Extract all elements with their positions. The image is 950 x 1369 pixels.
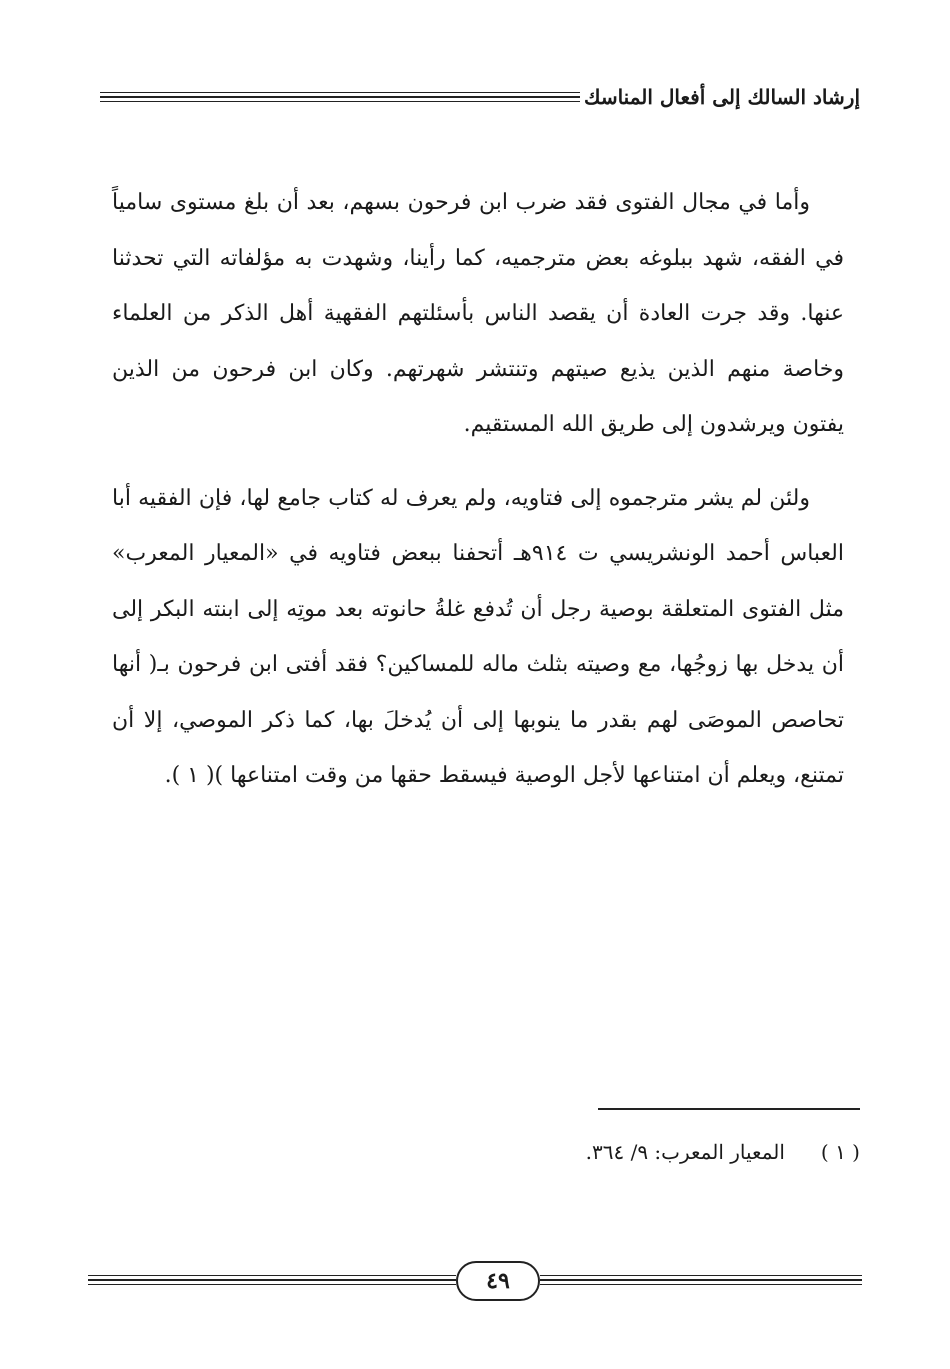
footer-rule (540, 1279, 862, 1281)
footer-rule (540, 1284, 862, 1285)
header-rule (100, 96, 580, 98)
header-rule (100, 92, 580, 93)
footer-rule (88, 1279, 456, 1281)
paragraph: ولئن لم يشر مترجموه إلى فتاويه، ولم يعرف له كتاب جامع لها، فإن الفقيه أبا العباس أحمد الونشريسي ت ٩١٤هـ أتحفنا ببعض فتاويه في «المعيار المعرب» مثل الفتوى المتعلقة بوصية رجل أن تُدفع غلةُ حانوته بعد موتِه إلى ابنته البكر إلى أن يدخل بها زوجُها، مع وصيته بثلث ماله للمساكين؟ فقد أفتى ابن فرحون بـ( أنها تحاصص الموصَى لهم بقدر ما ينوبها إلى أن يُدخلَ بها، كما ذكر الموصي، إلا أن تمتنع، ويعلم أن امتناعها لأجل الوصية فيسقط حقها من وقت امتناعها )( ١ ). (112, 485, 844, 788)
header-rule (100, 101, 580, 102)
footnote-number: ( ١ ) (820, 1140, 860, 1164)
footnote-separator (598, 1108, 860, 1110)
footer-rule (88, 1275, 456, 1276)
paragraph: وأما في مجال الفتوى فقد ضرب ابن فرحون بسهم، بعد أن بلغ مستوى سامياً في الفقه، شهد ببلوغه بعض مترجميه، كما رأينا، وشهدت به مؤلفاته التي تحدثنا عنها. وقد جرت العادة أن يقصد الناس بأسئلتهم الفقهية أهل الذكر من العلماء وخاصة منهم الذين يذيع صيتهم وتنتشر شهرتهم. وكان ابن فرحون من الذين يفتون ويرشدون إلى طريق الله المستقيم. (112, 190, 844, 437)
footer-rule (88, 1284, 456, 1285)
main-text (112, 175, 844, 804)
footnote (586, 1137, 860, 1167)
page-number: ٤٩ (456, 1261, 540, 1301)
running-header (100, 82, 860, 112)
footnote-text: المعيار المعرب: ٩/ ٣٦٤. (585, 1140, 785, 1164)
running-header-title: إرشاد السالك إلى أفعال المناسك (583, 85, 860, 109)
footer-rule (540, 1275, 862, 1276)
